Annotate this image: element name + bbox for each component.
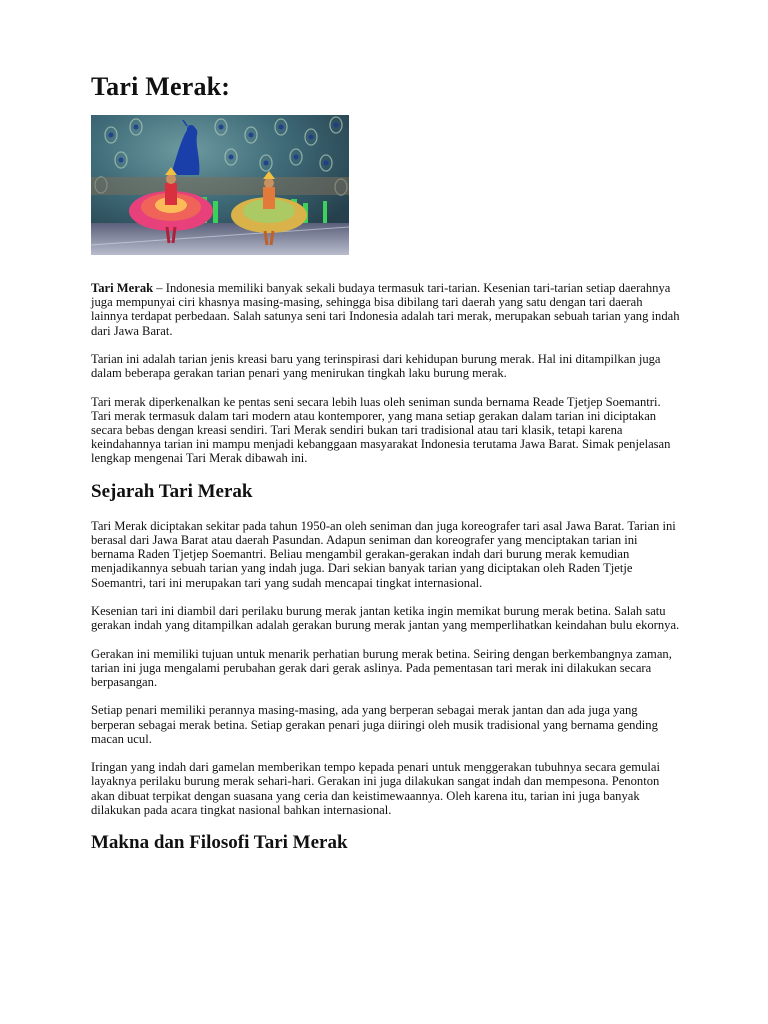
paragraph: Gerakan ini memiliki tujuan untuk menarik perhatian burung merak betina. Seiring dengan berkembangnya zaman, tarian ini juga mengalami perubahan gerak dari gerak aslinya. Pada pementasan tari merak ini dilakukan secara berpasangan.: [91, 646, 672, 689]
section-heading-makna: Makna dan Filosofi Tari Merak: [91, 832, 348, 854]
intro-paragraph: [91, 281, 681, 338]
peacock-dance-photo: [91, 115, 349, 255]
paragraph: Iringan yang indah dari gamelan memberikan tempo kepada penari untuk menggerakan tubuhnya secara gemulai layaknya perilaku burung merak sehari-hari. Gerakan ini juga dilakukan sangat indah dan mempesona. Penonton akan dibuat terpikat dengan suasana yang ceria dan keistimewaannya. Oleh karena itu, tarian ini juga banyak dilakukan pada acara tingkat nasional bahkan internasional.: [91, 760, 660, 817]
article-body: [91, 281, 681, 870]
paragraph: Tari Merak diciptakan sekitar pada tahun 1950-an oleh seniman dan juga koreografer tari asal Jawa Barat. Tarian ini berasal dari Jawa Barat atau daerah Pasundan. Adapun seniman dan koreografer yang menciptakan tarian ini bernama Raden Tjetjep Soemantri. Beliau mengambil gerakan-gerakan indah dari burung merak kemudian menjadikannya sebuah tarian yang indah juga. Dari sekian banyak tarian yang diciptakan oleh Raden Tjetje Soemantri, tari ini merupakan tari yang sudah mencapai tingkat internasional.: [91, 518, 676, 590]
paragraph: Tari merak diperkenalkan ke pentas seni secara lebih luas oleh seniman sunda bernama Reade Tjetjep Soemantri. Tari merak termasuk dalam tari modern atau kontemporer, yang mana setiap gerakan dalam tarian ini diciptakan secara bebas dengan kreasi sendiri. Tari Merak sendiri bukan tari tradisional atau tari klasik, tetapi karena keindahannya tarian ini mampu menjadi kebanggaan masyarakat Indonesia terutama Jawa Barat. Simak penjelasan lengkap mengenai Tari Merak dibawah ini.: [91, 394, 671, 466]
paragraph: Kesenian tari ini diambil dari perilaku burung merak jantan ketika ingin memikat burung merak betina. Salah satu gerakan indah yang ditampilkan adalah gerakan burung merak jantan yang memperlihatkan keindahan bulu ekornya.: [91, 604, 680, 633]
intro-lead: Tari Merak: [91, 281, 154, 295]
photo-illustration: [91, 115, 349, 255]
section-heading-sejarah: Sejarah Tari Merak: [91, 480, 253, 502]
intro-text: – Indonesia memiliki banyak sekali budaya termasuk tari-tarian. Kesenian tari-tarian setiap daerahnya juga mempunyai ciri khasnya masing-masing, sehingga bisa dibilang tari daerah yang satu dengan tari daerah lainnya terdapat perbedaan. Salah satunya seni tari Indonesia adalah tari merak, merupakan sebuah tarian yang indah dari Jawa Barat.: [91, 281, 680, 338]
paragraph: Tarian ini adalah tarian jenis kreasi baru yang terinspirasi dari kehidupan burung merak. Hal ini ditampilkan juga dalam beberapa gerakan tarian penari yang menirukan tingkah laku burung merak.: [91, 352, 661, 381]
paragraph: Setiap penari memiliki perannya masing-masing, ada yang berperan sebagai merak jantan dan ada juga yang berperan sebagai merak betina. Setiap gerakan penari juga diiringi oleh musik tradisional yang bernama gending macan ucul.: [91, 703, 658, 746]
page-title: Tari Merak:: [91, 72, 231, 101]
